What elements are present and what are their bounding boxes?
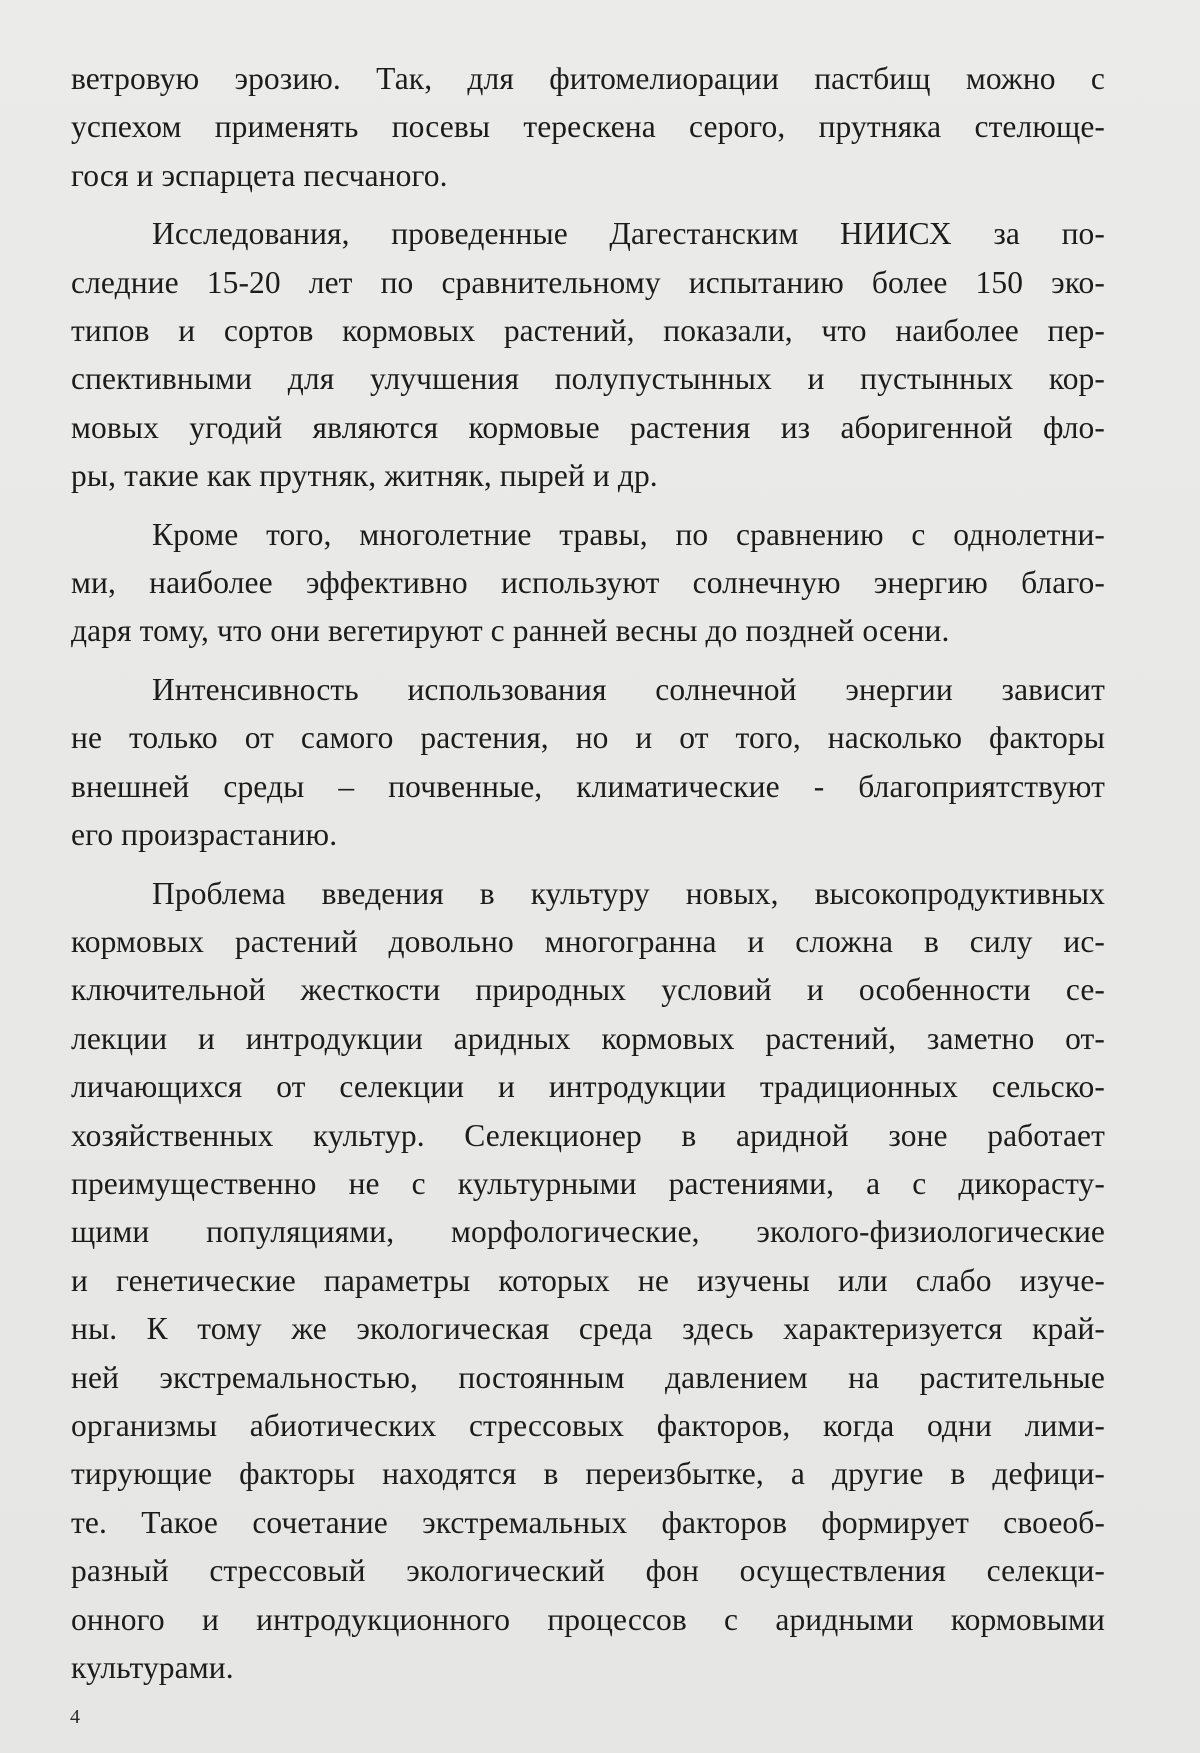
text-line: успехом применять посевы терескена серого, прутняка стелюще- (71, 109, 1105, 145)
paragraph-2 (71, 210, 1105, 500)
text-line: не только от самого растения, но и от того, насколько факторы (71, 720, 1105, 756)
text-line: разный стрессовый экологический фон осуществления селекци- (71, 1553, 1105, 1589)
text-line: и генетические параметры которых не изучены или слабо изуче- (71, 1262, 1105, 1298)
text-line: даря тому, что они вегетируют с ранней весны до поздней осени. (71, 613, 950, 649)
text-line: лекции и интродукции аридных кормовых растений, заметно от- (71, 1020, 1105, 1056)
text-line: его произрастанию. (71, 817, 338, 853)
text-line: Интенсивность использования солнечной энергии зависит (152, 671, 1105, 707)
text-line: культурами. (71, 1650, 234, 1685)
text-line: Кроме того, многолетние травы, по сравнению с однолетни- (152, 516, 1105, 552)
text-line: Проблема введения в культуру новых, высокопродуктивных (152, 875, 1105, 911)
paragraph-5 (71, 870, 1105, 1693)
text-line: ветровую эрозию. Так, для фитомелиорации пастбищ можно с (71, 61, 1105, 96)
text-line: мовых угодий являются кормовые растения из аборигенной фло- (71, 409, 1105, 445)
text-line: следние 15-20 лет по сравнительному испытанию более 150 эко- (71, 264, 1105, 300)
text-line: кормовых растений довольно многогранна и сложна в силу ис- (71, 923, 1105, 959)
body-text (71, 55, 1105, 1692)
text-line: тирующие факторы находятся в переизбытке, а другие в дефици- (71, 1456, 1105, 1492)
text-line: личающихся от селекции и интродукции традиционных сельско- (71, 1069, 1105, 1105)
text-line: спективными для улучшения полупустынных и пустынных кор- (71, 361, 1105, 397)
text-line: ры, такие как прутняк, житняк, пырей и др. (71, 458, 658, 494)
text-line: Исследования, проведенные Дагестанским НИИСХ за по- (152, 216, 1105, 252)
text-line: типов и сортов кормовых растений, показали, что наиболее пер- (71, 313, 1105, 349)
paragraph-1 (71, 55, 1105, 200)
text-line: гося и эспарцета песчаного. (71, 157, 448, 193)
text-line: преимущественно не с культурными растениями, а с дикорасту- (71, 1165, 1105, 1201)
text-line: организмы абиотических стрессовых факторов, когда одни лими- (71, 1407, 1105, 1443)
paragraph-4 (71, 666, 1105, 860)
text-line: внешней среды – почвенные, климатические - благоприятствуют (71, 768, 1105, 804)
text-line: ми, наиболее эффективно используют солнечную энергию благо- (71, 565, 1105, 601)
page-number: 4 (70, 1706, 80, 1728)
paragraph-3 (71, 511, 1105, 656)
text-line: хозяйственных культур. Селекционер в аридной зоне работает (71, 1117, 1105, 1153)
text-line: ключительной жесткости природных условий и особенности се- (71, 972, 1105, 1008)
text-line: те. Такое сочетание экстремальных факторов формирует своеоб- (71, 1504, 1105, 1540)
text-line: щими популяциями, морфологические, эколого-физиологические (71, 1214, 1105, 1250)
text-line: ней экстремальностью, постоянным давлением на растительные (71, 1359, 1105, 1395)
text-line: ны. К тому же экологическая среда здесь характеризуется край- (71, 1311, 1105, 1347)
text-line: онного и интродукционного процессов с аридными кормовыми (71, 1601, 1105, 1637)
